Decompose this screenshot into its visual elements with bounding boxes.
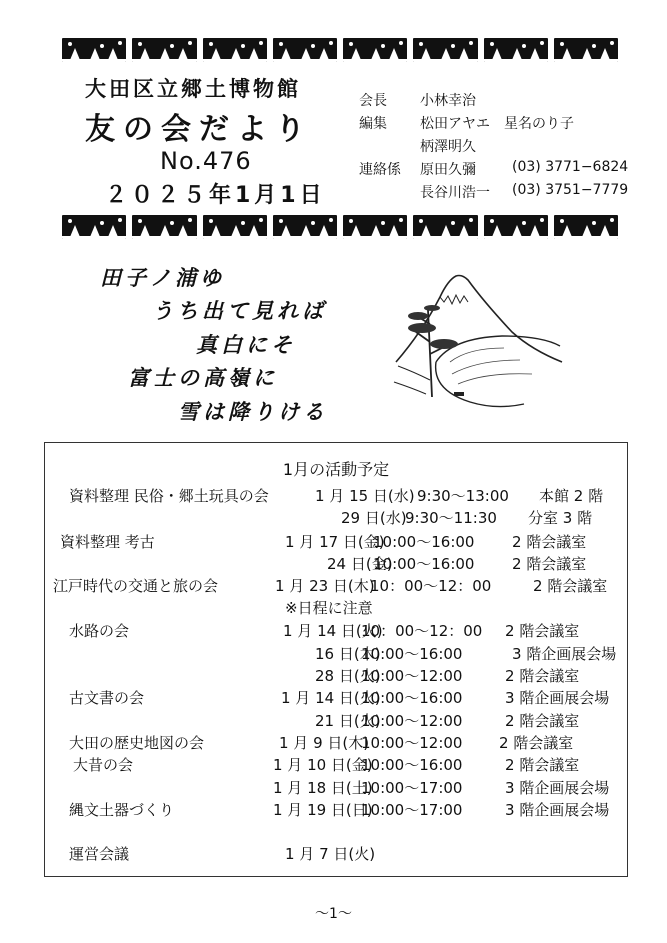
schedule-place: 2 階会議室 [505,712,580,730]
border-tile [132,38,196,62]
poem-line: 雪は降りける [178,399,328,424]
border-tile [203,38,267,62]
schedule-time: 10:00～16:00 [373,555,475,573]
border-tile [484,38,548,62]
schedule-time: 10：00～12：00 [361,622,483,640]
schedule-group: 大田の歴史地図の会 [69,734,205,752]
staff-names: 長谷川浩一 [420,185,490,201]
schedule-date: 28 日(火) [315,667,381,685]
border-tile [62,215,126,239]
issue-number: No.476 [160,147,252,175]
mount-fuji-illustration [392,262,572,422]
schedule-date: 1 月 19 日(日) [273,801,373,819]
schedule-title: 1月の活動予定 [282,460,390,479]
staff-names: 柄澤明久 [420,139,476,155]
border-tile [132,215,196,239]
staff-phone: (03) 3751−7779 [512,182,629,198]
schedule-time: 10:00～16:00 [361,689,463,707]
schedule-place: 2 階会議室 [533,577,608,595]
schedule-time: 10:00～12:00 [361,712,463,730]
schedule-date: 16 日(木) [315,645,381,663]
schedule-place: 2 階会議室 [499,734,574,752]
schedule-place: 2 階会議室 [512,555,587,573]
schedule-place: 3 階企画展会場 [505,801,610,819]
schedule-place: 本館 2 階 [539,487,604,505]
schedule-date: 29 日(水) [341,509,407,527]
schedule-time: 10:00～16:00 [361,645,463,663]
schedule-group: 江戸時代の交通と旅の会 [53,577,219,595]
border-tile [413,215,477,239]
staff-role: 会長 [359,93,387,109]
border-tile [413,38,477,62]
border-tile [273,38,337,62]
schedule-time: 10：00～12：00 [370,577,492,595]
schedule-time: 10:00～17:00 [361,801,463,819]
museum-name: 大田区立郷土博物館 [85,76,301,101]
poem-line: 田子ノ浦ゆ [100,265,225,290]
border-tile [203,215,267,239]
issue-date: ２０２５年1月1日 [105,183,326,208]
top-decorative-border [62,38,618,62]
schedule-date: 24 日(金) [327,555,393,573]
schedule-date: 1 月 23 日(木) [275,577,375,595]
schedule-group: 大昔の会 [73,756,134,774]
schedule-place: 3 階企画展会場 [505,779,610,797]
schedule-group: 資料整理 考古 [60,533,155,551]
activity-schedule [44,442,628,877]
staff-names: 原田久彌 [420,162,476,178]
schedule-time: 9:30～13:00 [417,487,509,505]
bottom-decorative-border [62,215,618,239]
schedule-time: 10:00～17:00 [361,779,463,797]
poem-line: うち出て見れば [152,298,327,323]
newsletter-title: 友の会だより [85,112,313,147]
poem-line: 富士の高嶺に [128,365,278,390]
schedule-place: 3 階企画展会場 [505,689,610,707]
schedule-date: 1 月 17 日(金) [285,533,385,551]
schedule-group: 資料整理 民俗・郷土玩具の会 [69,487,269,505]
staff-phone: (03) 3771−6824 [512,159,629,175]
schedule-date: 1 月 14 日(火) [283,622,383,640]
border-tile [554,215,618,239]
staff-names: 小林幸治 [420,93,476,109]
schedule-time: 10:00～12:00 [361,667,463,685]
page-number: ～1～ [315,906,352,922]
schedule-date: 1 月 7 日(火) [285,845,376,863]
schedule-place: 2 階会議室 [505,622,580,640]
schedule-place: 2 階会議室 [505,756,580,774]
schedule-group: 縄文土器づくり [69,801,175,819]
schedule-group: 運営会議 [69,845,130,863]
schedule-time: 10:00～16:00 [373,533,475,551]
staff-role: 編集 [359,116,387,132]
schedule-time: 9:30～11:30 [405,509,497,527]
schedule-date: 1 月 10 日(金) [273,756,373,774]
schedule-place: 2 階会議室 [512,533,587,551]
schedule-date: 21 日(火) [315,712,381,730]
schedule-date: 1 月 18 日(土) [273,779,373,797]
staff-role: 連絡係 [359,162,401,178]
schedule-group: 水路の会 [69,622,130,640]
schedule-date: 1 月 9 日(木) [279,734,370,752]
schedule-place: 分室 3 階 [528,509,593,527]
schedule-time: 10:00～12:00 [361,734,463,752]
poem-line: 真白にそ [196,332,296,357]
border-tile [554,38,618,62]
border-tile [343,215,407,239]
schedule-date: 1 月 14 日(火) [281,689,381,707]
border-tile [343,38,407,62]
staff-names: 松田アヤエ 星名のり子 [420,116,574,132]
schedule-time: 10:00～16:00 [361,756,463,774]
schedule-group: 古文書の会 [69,689,145,707]
border-tile [484,215,548,239]
border-tile [273,215,337,239]
schedule-date: ※日程に注意 [285,599,373,617]
schedule-place: 3 階企画展会場 [512,645,617,663]
schedule-place: 2 階会議室 [505,667,580,685]
schedule-date: 1 月 15 日(水) [315,487,415,505]
border-tile [62,38,126,62]
